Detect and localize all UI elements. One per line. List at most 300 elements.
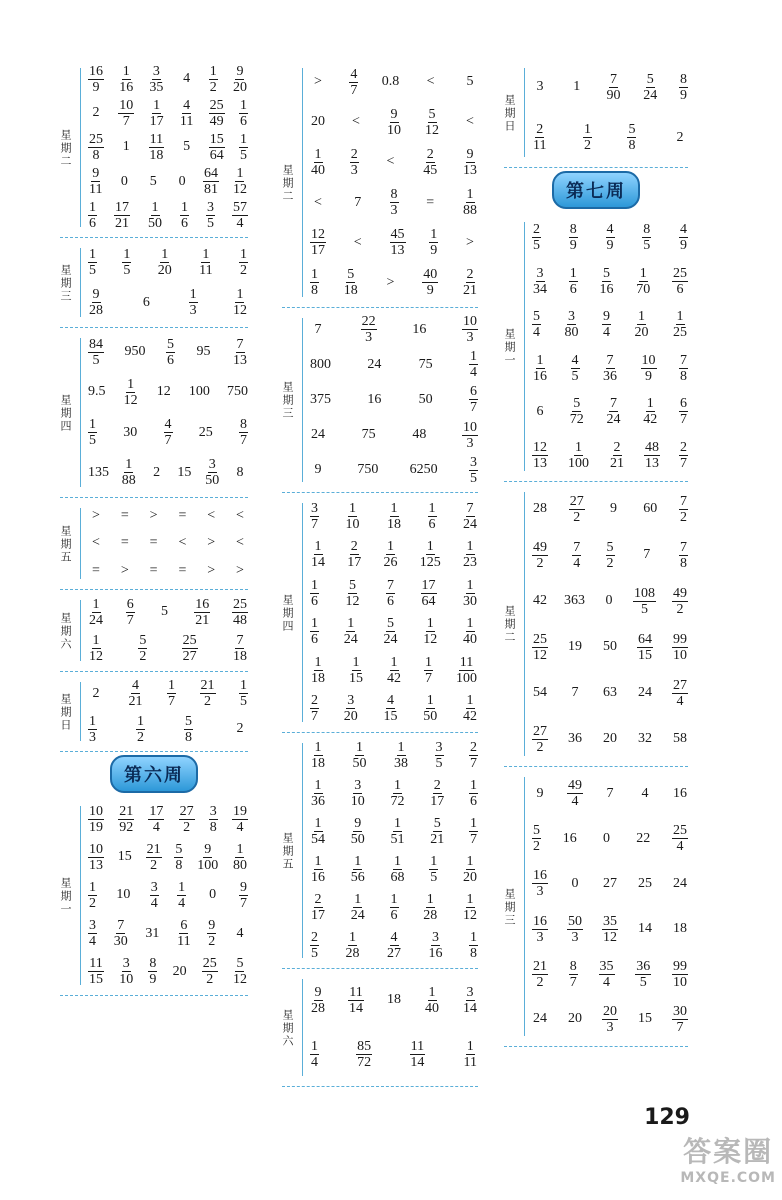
denominator: 4 [676, 693, 684, 709]
numerator: 35 [599, 958, 614, 974]
answer-item: 7 [314, 321, 322, 337]
numerator: 1 [209, 63, 217, 79]
answer-rows [88, 328, 248, 497]
answer-item [232, 842, 248, 873]
numerator: 25 [182, 633, 197, 649]
denominator: 12 [232, 972, 247, 988]
numerator: 3 [432, 929, 439, 945]
denominator: 19 [89, 819, 103, 835]
numerator: 1 [390, 891, 398, 907]
numerator: 1 [137, 713, 144, 729]
numerator: 10 [119, 97, 134, 113]
answer-row [88, 508, 248, 524]
answer-rows [532, 58, 688, 167]
day-label: 星期四 [60, 393, 72, 432]
denominator: 38 [394, 756, 408, 772]
numerator: 99 [673, 958, 687, 974]
answer-item [310, 985, 326, 1016]
answer-item [209, 132, 225, 163]
answer-item [203, 166, 219, 197]
answer-row [310, 67, 478, 98]
answer-item [424, 985, 440, 1016]
answer-item [148, 64, 164, 95]
answer-item: 0 [571, 875, 579, 891]
answer-row [310, 616, 478, 647]
answer-item: 18 [673, 921, 687, 937]
answer-item [202, 956, 218, 987]
section-divider-line [80, 600, 81, 661]
denominator: 8 [628, 138, 636, 154]
numerator: 1 [426, 616, 434, 632]
denominator: 2 [89, 895, 96, 911]
numerator: 1 [161, 246, 169, 262]
answer-item [569, 222, 578, 253]
numerator: 1 [127, 376, 135, 392]
week-badge [504, 168, 688, 212]
denominator: 21 [195, 612, 210, 628]
denominator: 2 [583, 138, 591, 154]
day-block [282, 969, 478, 1087]
answer-item: 75 [418, 356, 433, 372]
answer-item [532, 868, 548, 899]
denominator: 5 [89, 433, 96, 449]
answer-item: 750 [227, 384, 248, 400]
answer-item [642, 72, 658, 103]
answer-item [118, 804, 134, 835]
numerator: 4 [387, 693, 394, 709]
answer-item [679, 540, 688, 571]
answer-item: 48 [412, 427, 427, 443]
answer-item [232, 64, 248, 95]
answer-item [310, 539, 326, 570]
denominator: 13 [645, 455, 659, 471]
day-label: 星期六 [60, 611, 72, 650]
answer-item [177, 880, 186, 911]
numerator: 8 [240, 417, 247, 433]
denominator: 21 [463, 283, 477, 299]
denominator: 5 [469, 470, 477, 486]
answer-item: 32 [638, 731, 652, 746]
numerator: 2 [350, 539, 358, 555]
answer-item [462, 314, 478, 345]
numerator: 1 [314, 146, 322, 162]
answer-item: 24 [311, 427, 325, 443]
denominator: 2 [204, 694, 211, 710]
denominator: 5 [430, 869, 438, 885]
answer-row [310, 314, 478, 345]
denominator: 2 [536, 555, 544, 571]
answer-item [606, 222, 615, 253]
denominator: 5 [123, 262, 131, 278]
answer-item: = [149, 535, 158, 551]
answer-item: 7 [354, 194, 362, 210]
numerator: 1 [390, 500, 398, 516]
numerator: 1 [202, 246, 210, 262]
answer-row [310, 930, 478, 961]
numerator: 3 [568, 309, 575, 325]
answer-item [635, 266, 651, 297]
numerator: 25 [673, 823, 687, 839]
denominator: 11 [463, 1055, 477, 1071]
numerator: 3 [347, 693, 355, 709]
answer-item [88, 64, 104, 95]
answer-row [532, 959, 688, 990]
answer-item: 28 [533, 501, 547, 516]
answer-item: < [92, 535, 100, 551]
answer-item [390, 778, 406, 809]
answer-item [532, 823, 541, 854]
answer-item [469, 349, 478, 380]
numerator: 1 [89, 200, 96, 216]
answer-item: 135 [88, 464, 109, 480]
numerator: 1 [676, 309, 684, 325]
denominator: 15 [383, 709, 398, 725]
denominator: 16 [428, 945, 443, 961]
numerator: 1 [314, 853, 322, 869]
numerator: 1 [89, 417, 96, 433]
watermark-line2: MXQE.COM [680, 1170, 776, 1186]
numerator: 2 [536, 122, 544, 138]
answer-item: 1 [122, 139, 130, 155]
answer-item [114, 200, 130, 231]
denominator: 18 [387, 516, 401, 532]
denominator: 40 [311, 162, 325, 178]
numerator: 1 [314, 778, 322, 794]
answer-item [386, 578, 395, 609]
denominator: 24 [350, 907, 365, 923]
answer-item [462, 892, 478, 923]
denominator: 100 [568, 455, 589, 471]
numerator: 1 [466, 693, 474, 709]
numerator: 1 [122, 63, 130, 79]
denominator: 24 [89, 612, 103, 628]
denominator: 20 [343, 709, 358, 725]
numerator: 2 [533, 222, 540, 238]
numerator: 1 [426, 539, 434, 555]
answer-row [310, 107, 478, 138]
answer-rows [88, 498, 248, 589]
answer-item [232, 337, 248, 368]
answer-item [148, 132, 164, 163]
numerator: 50 [568, 913, 582, 929]
numerator: 57 [233, 200, 247, 216]
numerator: 1 [92, 633, 100, 649]
numerator: 21 [119, 803, 134, 819]
denominator: 3 [390, 203, 398, 219]
answer-item: < [352, 114, 360, 130]
answer-item [88, 804, 104, 835]
answer-row [310, 187, 478, 218]
numerator: 5 [573, 396, 581, 412]
section-divider-line [80, 508, 81, 579]
numerator: 49 [568, 778, 582, 794]
answer-item [390, 187, 399, 218]
numerator: 7 [680, 539, 687, 555]
day-label: 星期二 [504, 604, 516, 644]
answer-item: = [120, 535, 129, 551]
answer-item [569, 396, 585, 427]
answer-item: 0 [120, 173, 128, 189]
answer-item [310, 501, 319, 532]
numerator: 1 [153, 97, 161, 113]
answer-row [310, 655, 478, 686]
denominator: 80 [564, 325, 579, 341]
day-block [504, 767, 688, 1047]
numerator: 3 [311, 500, 318, 516]
denominator: 28 [423, 907, 438, 923]
answer-item [123, 377, 139, 408]
numerator: 3 [89, 918, 96, 934]
numerator: 7 [606, 352, 614, 368]
numerator: 1 [311, 267, 318, 283]
answer-item [637, 632, 653, 663]
denominator: 11 [199, 262, 213, 278]
answer-item: 18 [387, 992, 401, 1008]
day-block [282, 58, 478, 308]
answer-item [350, 816, 366, 847]
answer-item [206, 200, 215, 231]
numerator: 12 [533, 439, 547, 455]
denominator: 3 [365, 330, 373, 346]
denominator: 9 [569, 238, 577, 254]
answer-item [232, 633, 248, 664]
answer-item [310, 655, 326, 686]
answer-item [462, 693, 478, 724]
denominator: 40 [425, 1000, 439, 1016]
answer-item [232, 287, 248, 318]
answer-item [532, 540, 548, 571]
numerator: 4 [571, 352, 579, 368]
answer-item: 25 [638, 875, 652, 891]
numerator: 1 [352, 654, 360, 670]
numerator: 7 [387, 577, 394, 593]
answer-item: 16 [673, 785, 687, 801]
answer-item: = [92, 563, 100, 579]
answer-item [194, 597, 210, 628]
numerator: 3 [122, 956, 130, 972]
denominator: 23 [463, 555, 477, 571]
denominator: 3 [189, 303, 197, 319]
denominator: 2 [183, 819, 191, 835]
denominator: 2 [208, 934, 216, 950]
denominator: 21 [430, 832, 445, 848]
numerator: 20 [603, 1003, 617, 1019]
day-block [282, 493, 478, 733]
answer-item [390, 854, 406, 885]
denominator: 24 [383, 632, 398, 648]
numerator: 8 [569, 958, 577, 974]
denominator: 10 [673, 647, 687, 663]
answer-item [232, 597, 248, 628]
answer-item [606, 396, 622, 427]
watermark-logo [680, 1130, 776, 1186]
denominator: 5 [639, 974, 647, 990]
answer-item: = [426, 194, 435, 210]
answer-item [386, 107, 402, 138]
answer-item [310, 147, 326, 178]
answer-item [343, 267, 359, 298]
answer-item: 9 [536, 785, 544, 801]
answer-item: > [466, 234, 474, 250]
answer-rows [532, 767, 688, 1046]
answer-item: 6 [536, 403, 544, 419]
page-number: 129 [644, 1105, 690, 1130]
numerator: 1 [168, 678, 175, 694]
numerator: 4 [350, 66, 358, 82]
denominator: 49 [209, 113, 224, 129]
denominator: 24 [343, 632, 358, 648]
answer-item: 75 [361, 427, 376, 443]
answer-item: < [178, 535, 187, 551]
numerator: 11 [149, 131, 164, 147]
answer-item [88, 918, 97, 949]
numerator: 1 [314, 740, 322, 756]
denominator: 2 [573, 509, 581, 525]
denominator: 18 [311, 756, 325, 772]
day-block [282, 308, 478, 493]
answer-item [532, 309, 541, 340]
answer-item: > [149, 507, 158, 523]
answer-item: > [314, 74, 322, 90]
answer-item [356, 1039, 372, 1070]
answer-item [532, 122, 547, 153]
denominator: 13 [233, 352, 247, 368]
answer-item: 0 [603, 830, 610, 846]
answer-item [672, 309, 688, 340]
denominator: 4 [571, 794, 579, 810]
answer-item [118, 64, 134, 95]
denominator: 5 [240, 694, 247, 710]
numerator: 17 [421, 577, 436, 593]
day-label: 星期六 [282, 1008, 294, 1047]
numerator: 1 [125, 457, 133, 473]
answer-item [532, 440, 548, 471]
numerator: 7 [117, 918, 125, 934]
numerator: 10 [462, 419, 477, 435]
answer-item [462, 854, 478, 885]
denominator: 13 [89, 857, 103, 873]
numerator: 1 [239, 97, 247, 113]
denominator: 6 [311, 593, 318, 609]
answer-item [348, 985, 364, 1016]
denominator: 7 [350, 82, 358, 98]
numerator: 1 [354, 853, 362, 869]
answer-row [532, 632, 688, 663]
answer-item [679, 440, 688, 471]
denominator: 28 [311, 1000, 325, 1016]
numerator: 4 [183, 97, 191, 113]
answer-item [672, 823, 688, 854]
numerator: 1 [639, 265, 647, 281]
numerator: 9 [239, 879, 247, 895]
denominator: 24 [463, 516, 477, 532]
answer-row [532, 778, 688, 809]
denominator: 2 [533, 839, 540, 855]
denominator: 36 [603, 368, 617, 384]
answer-item [672, 678, 688, 709]
answer-item [532, 266, 548, 297]
numerator: 1 [426, 693, 434, 709]
numerator: 108 [634, 585, 655, 601]
denominator: 12 [232, 303, 247, 319]
denominator: 15 [638, 647, 652, 663]
numerator: 64 [204, 166, 219, 182]
answer-item: 2 [236, 721, 244, 737]
numerator: 45 [390, 227, 405, 243]
answer-item [209, 804, 218, 835]
answer-item: 58 [673, 731, 687, 746]
denominator: 8 [680, 555, 687, 571]
numerator: 5 [139, 633, 147, 649]
numerator: 22 [361, 314, 376, 330]
answer-item [310, 616, 319, 647]
answer-item: 7 [571, 685, 579, 700]
answer-item [644, 440, 660, 471]
answer-item [232, 166, 248, 197]
denominator: 4 [573, 555, 581, 571]
watermark-line1: 答案圈 [683, 1135, 774, 1168]
numerator: 3 [152, 63, 160, 79]
answer-item [166, 337, 175, 368]
answer-item [469, 930, 478, 961]
answer-item: 9 [610, 501, 617, 516]
answer-item [146, 842, 162, 873]
answer-item: 4 [183, 71, 191, 87]
answer-item [419, 539, 442, 570]
day-block [60, 796, 248, 996]
numerator: 85 [357, 1039, 372, 1055]
answer-item [310, 740, 326, 771]
answer-item [602, 914, 618, 945]
numerator: 9 [354, 816, 362, 832]
answer-row [88, 597, 248, 628]
answer-item: 6250 [409, 462, 438, 478]
answer-item: 20 [172, 963, 187, 979]
numerator: 64 [638, 631, 652, 647]
answer-item [386, 655, 402, 686]
answer-item [462, 985, 478, 1016]
numerator: 1 [466, 616, 474, 632]
answer-item: 0 [178, 173, 186, 189]
answer-item [352, 740, 368, 771]
answer-item: 95 [196, 344, 211, 360]
answer-item: 100 [188, 384, 210, 400]
denominator: 4 [89, 934, 96, 950]
denominator: 4 [236, 216, 244, 232]
answer-item [462, 578, 478, 609]
answer-rows [310, 733, 478, 968]
denominator: 10 [673, 974, 687, 990]
answer-item [349, 67, 358, 98]
numerator: 25 [89, 131, 103, 147]
answer-item [564, 309, 580, 340]
numerator: 2 [433, 778, 441, 794]
numerator: 27 [179, 803, 194, 819]
numerator: 11 [89, 956, 103, 972]
numerator: 30 [673, 1003, 687, 1019]
answer-item: 20 [568, 1011, 582, 1027]
answer-item: 24 [533, 1011, 547, 1027]
denominator: 8 [680, 368, 687, 384]
answer-item: 24 [673, 875, 687, 891]
day-label: 星期二 [282, 163, 294, 202]
answer-item [672, 632, 688, 663]
denominator: 13 [463, 162, 477, 178]
answer-row [310, 816, 478, 847]
numerator: 8 [390, 187, 398, 203]
denominator: 90 [606, 87, 621, 103]
numerator: 1 [428, 500, 436, 516]
